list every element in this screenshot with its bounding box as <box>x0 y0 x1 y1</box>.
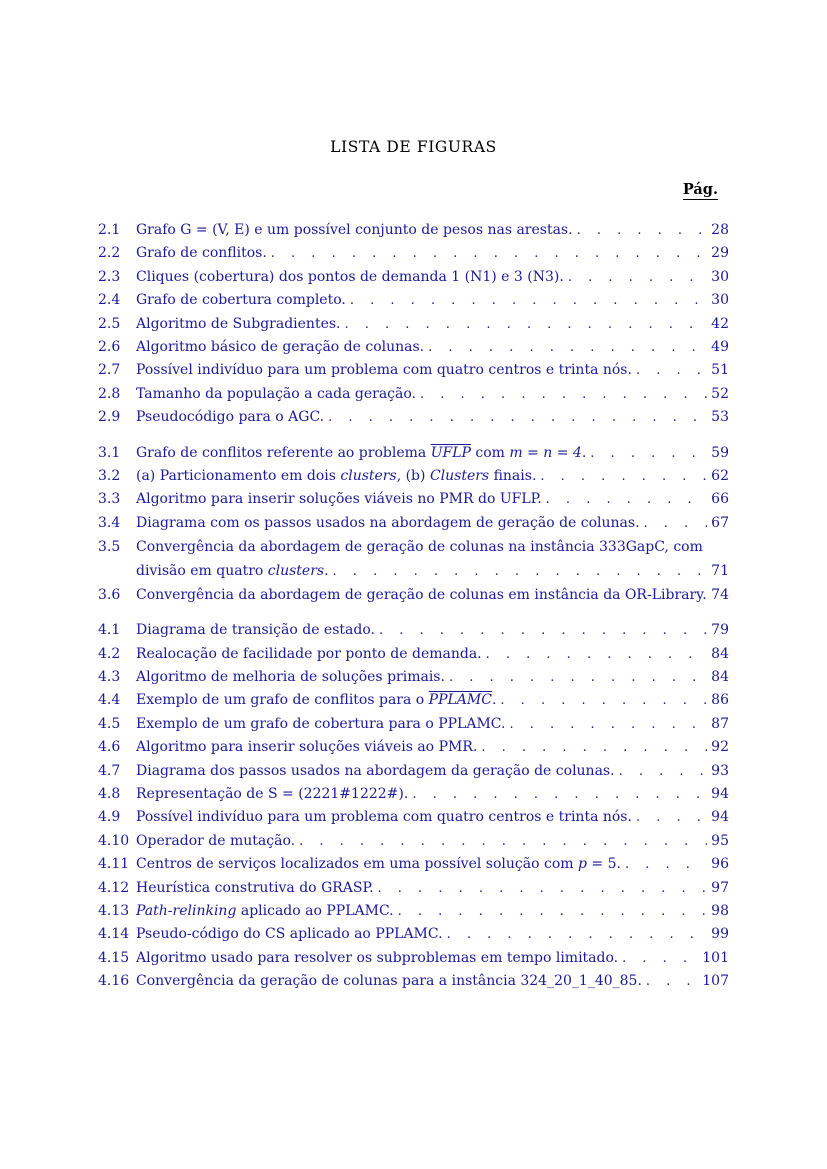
page-number: 94 <box>711 785 729 802</box>
figure-entry[interactable] <box>98 359 729 382</box>
figure-number: 4.8 <box>98 785 121 802</box>
page-number: 53 <box>711 409 729 426</box>
dot-leader <box>619 760 708 783</box>
page-number: 107 <box>702 973 729 990</box>
page-number: 87 <box>711 715 729 732</box>
page-number: 52 <box>711 385 729 402</box>
figure-number: 4.6 <box>98 739 121 756</box>
figure-caption: Possível indivíduo para um problema com quatro centros e trinta nós. <box>136 362 632 379</box>
figure-caption: Algoritmo usado para resolver os subproblemas em tempo limitado. <box>136 949 619 966</box>
figure-caption: Exemplo de um grafo de conflitos para o PPLAMC. <box>136 692 497 709</box>
figure-number: 4.15 <box>98 949 130 966</box>
figure-entry[interactable] <box>98 535 729 559</box>
figure-caption: Grafo de cobertura completo. <box>136 292 346 309</box>
page-number: 67 <box>711 514 729 531</box>
figure-caption: Convergência da geração de colunas para a instância 324_20_1_40_85. <box>136 973 642 990</box>
page-column-header: Pág. <box>682 181 718 198</box>
dot-leader <box>481 736 707 759</box>
figure-number: 3.4 <box>98 514 121 531</box>
figure-caption: Grafo de conflitos. <box>136 245 267 262</box>
page-number: 30 <box>711 292 729 309</box>
page-number: 99 <box>711 926 729 943</box>
dot-leader <box>636 806 707 829</box>
dot-leader <box>509 713 707 736</box>
dot-leader <box>428 336 707 359</box>
page-number: 95 <box>711 832 729 849</box>
dot-leader <box>449 666 707 689</box>
page-number: 86 <box>711 692 729 709</box>
figure-entry[interactable] <box>98 736 729 759</box>
page-number: 71 <box>711 563 729 580</box>
page-number: 62 <box>711 467 729 484</box>
dot-leader <box>577 219 708 242</box>
figure-number: 4.12 <box>98 879 130 896</box>
figure-number: 3.3 <box>98 491 121 508</box>
figure-entry[interactable] <box>98 806 729 829</box>
figure-entry[interactable] <box>98 465 729 488</box>
figure-caption: Algoritmo para inserir soluções viáveis no PMR do UFLP. <box>136 491 542 508</box>
dot-leader <box>622 947 698 970</box>
figure-caption: Possível indivíduo para um problema com quatro centros e trinta nós. <box>136 809 632 826</box>
page-number: 97 <box>711 879 729 896</box>
figure-entry[interactable] <box>98 512 729 535</box>
page-number: 101 <box>702 949 729 966</box>
figure-caption: Path-relinking aplicado ao PPLAMC. <box>136 902 394 919</box>
page-number: 74 <box>711 586 729 603</box>
figure-entry[interactable] <box>98 947 729 970</box>
figure-number: 4.16 <box>98 973 130 990</box>
figure-entry[interactable] <box>98 219 729 242</box>
page-number: 79 <box>711 622 729 639</box>
figure-entry[interactable] <box>98 666 729 689</box>
figure-number: 2.3 <box>98 268 121 285</box>
dot-leader <box>271 242 707 265</box>
figure-caption: Exemplo de um grafo de cobertura para o PPLAMC. <box>136 715 506 732</box>
figure-entry[interactable] <box>98 442 729 465</box>
figure-caption: Operador de mutação. <box>136 832 296 849</box>
dot-leader <box>379 619 707 642</box>
figure-entry[interactable] <box>98 266 729 289</box>
figure-number: 3.2 <box>98 467 121 484</box>
dot-leader <box>540 465 707 488</box>
figure-number: 4.10 <box>98 832 130 849</box>
figure-entry[interactable] <box>98 970 729 993</box>
figure-caption: Tamanho da população a cada geração. <box>136 385 416 402</box>
dot-leader <box>378 877 708 900</box>
figure-caption-line: Convergência da abordagem de geração de colunas na instância 333GapC, com <box>136 539 703 556</box>
figure-entry[interactable] <box>98 643 729 666</box>
figure-caption: Pseudocódigo para o AGC. <box>136 409 325 426</box>
figure-caption: Algoritmo de Subgradientes. <box>136 315 341 332</box>
page-number: 84 <box>711 669 729 686</box>
figure-caption: Algoritmo básico de geração de colunas. <box>136 338 425 355</box>
figure-number: 2.4 <box>98 292 121 309</box>
figure-caption: Convergência da abordagem de geração de colunas em instância da OR-Library. <box>136 586 707 603</box>
figure-entry[interactable] <box>98 619 729 642</box>
page-number: 66 <box>711 491 729 508</box>
figure-entry[interactable] <box>98 488 729 511</box>
dot-leader <box>398 900 708 923</box>
figure-caption: Realocação de facilidade por ponto de demanda. <box>136 645 482 662</box>
figure-caption: divisão em quatro clusters. <box>136 563 329 580</box>
figure-entry[interactable] <box>98 853 729 876</box>
figure-caption: Diagrama de transição de estado. <box>136 622 375 639</box>
dot-leader <box>333 560 708 584</box>
page-number: 92 <box>711 739 729 756</box>
page-number: 42 <box>711 315 729 332</box>
figure-entry[interactable] <box>98 783 729 806</box>
page-number: 84 <box>711 645 729 662</box>
figure-entry[interactable] <box>98 900 729 923</box>
figure-number: 2.7 <box>98 362 121 379</box>
page-number: 49 <box>711 338 729 355</box>
dot-leader <box>328 406 707 429</box>
figure-number: 4.14 <box>98 926 130 943</box>
dot-leader <box>344 313 707 336</box>
figure-caption: Cliques (cobertura) dos pontos de demanda 1 (N1) e 3 (N3). <box>136 268 564 285</box>
figure-entry[interactable] <box>98 713 729 736</box>
figure-entry-continuation[interactable] <box>98 559 729 583</box>
figure-caption: Representação de S = (2221#1222#). <box>136 785 409 802</box>
figure-number: 4.11 <box>98 856 130 873</box>
figure-caption: Algoritmo de melhoria de soluções primais. <box>136 669 445 686</box>
page-title: LISTA DE FIGURAS <box>330 138 497 156</box>
page-number: 98 <box>711 902 729 919</box>
page-number: 96 <box>711 856 729 873</box>
figure-caption: Diagrama com os passos usados na abordagem de geração de colunas. <box>136 514 640 531</box>
figure-entry[interactable] <box>98 584 729 607</box>
dot-leader <box>350 289 707 312</box>
figure-number: 3.1 <box>98 444 121 461</box>
figure-entry[interactable] <box>98 877 729 900</box>
page-number: 94 <box>711 809 729 826</box>
figure-number: 4.5 <box>98 715 121 732</box>
figure-entry[interactable] <box>98 383 729 406</box>
figure-caption: Diagrama dos passos usados na abordagem da geração de colunas. <box>136 762 615 779</box>
dot-leader <box>299 830 707 853</box>
figure-entry[interactable] <box>98 336 729 359</box>
figure-caption: Pseudo-código do CS aplicado ao PPLAMC. <box>136 926 443 943</box>
figure-entry[interactable] <box>98 289 729 312</box>
figure-number: 3.6 <box>98 586 121 603</box>
page-number: 29 <box>711 245 729 262</box>
dot-leader <box>590 442 707 465</box>
figure-entry[interactable] <box>98 313 729 336</box>
dot-leader <box>709 584 710 607</box>
page-number: 30 <box>711 268 729 285</box>
figure-number: 2.2 <box>98 245 121 262</box>
figure-entry[interactable] <box>98 242 729 265</box>
page-number: 59 <box>711 444 729 461</box>
page-number: 28 <box>711 222 729 238</box>
figure-number: 2.6 <box>98 338 121 355</box>
figure-number: 4.1 <box>98 622 121 639</box>
figure-caption: (a) Particionamento em dois clusters, (b) Clusters finais. <box>136 467 537 484</box>
figure-caption: Centros de serviços localizados em uma possível solução com p = 5. <box>136 856 621 873</box>
dot-leader <box>420 383 707 406</box>
page-number: 51 <box>711 362 729 379</box>
figure-number: 4.9 <box>98 809 121 826</box>
figure-number: 4.13 <box>98 902 130 919</box>
figure-caption: Grafo G = (V, E) e um possível conjunto de pesos nas arestas. <box>136 222 573 238</box>
figure-entry[interactable] <box>98 689 729 712</box>
figure-entry[interactable] <box>98 760 729 783</box>
dot-leader <box>500 689 707 712</box>
figure-number: 4.2 <box>98 645 121 662</box>
figure-number: 4.3 <box>98 669 121 686</box>
figure-entry[interactable] <box>98 830 729 853</box>
dot-leader <box>568 266 707 289</box>
dot-leader <box>447 923 708 946</box>
figure-list <box>98 219 729 994</box>
figure-entry[interactable] <box>98 406 729 429</box>
figure-number: 2.8 <box>98 385 121 402</box>
figure-number: 4.7 <box>98 762 121 779</box>
dot-leader <box>486 643 708 666</box>
dot-leader <box>646 970 698 993</box>
dot-leader <box>412 783 707 806</box>
dot-leader <box>644 512 708 535</box>
figure-entry[interactable] <box>98 923 729 946</box>
dot-leader <box>636 359 707 382</box>
figure-number: 4.4 <box>98 692 121 709</box>
dot-leader <box>625 853 707 876</box>
page-number: 93 <box>711 762 729 779</box>
figure-caption: Heurística construtiva do GRASP. <box>136 879 374 896</box>
figure-number: 3.5 <box>98 539 121 556</box>
figure-number: 2.1 <box>98 222 121 238</box>
figure-caption: Grafo de conflitos referente ao problema UFLP com m = n = 4. <box>136 444 587 461</box>
figure-number: 2.5 <box>98 315 121 332</box>
figure-number: 2.9 <box>98 409 121 426</box>
figure-caption: Algoritmo para inserir soluções viáveis ao PMR. <box>136 739 478 756</box>
dot-leader <box>546 488 708 511</box>
